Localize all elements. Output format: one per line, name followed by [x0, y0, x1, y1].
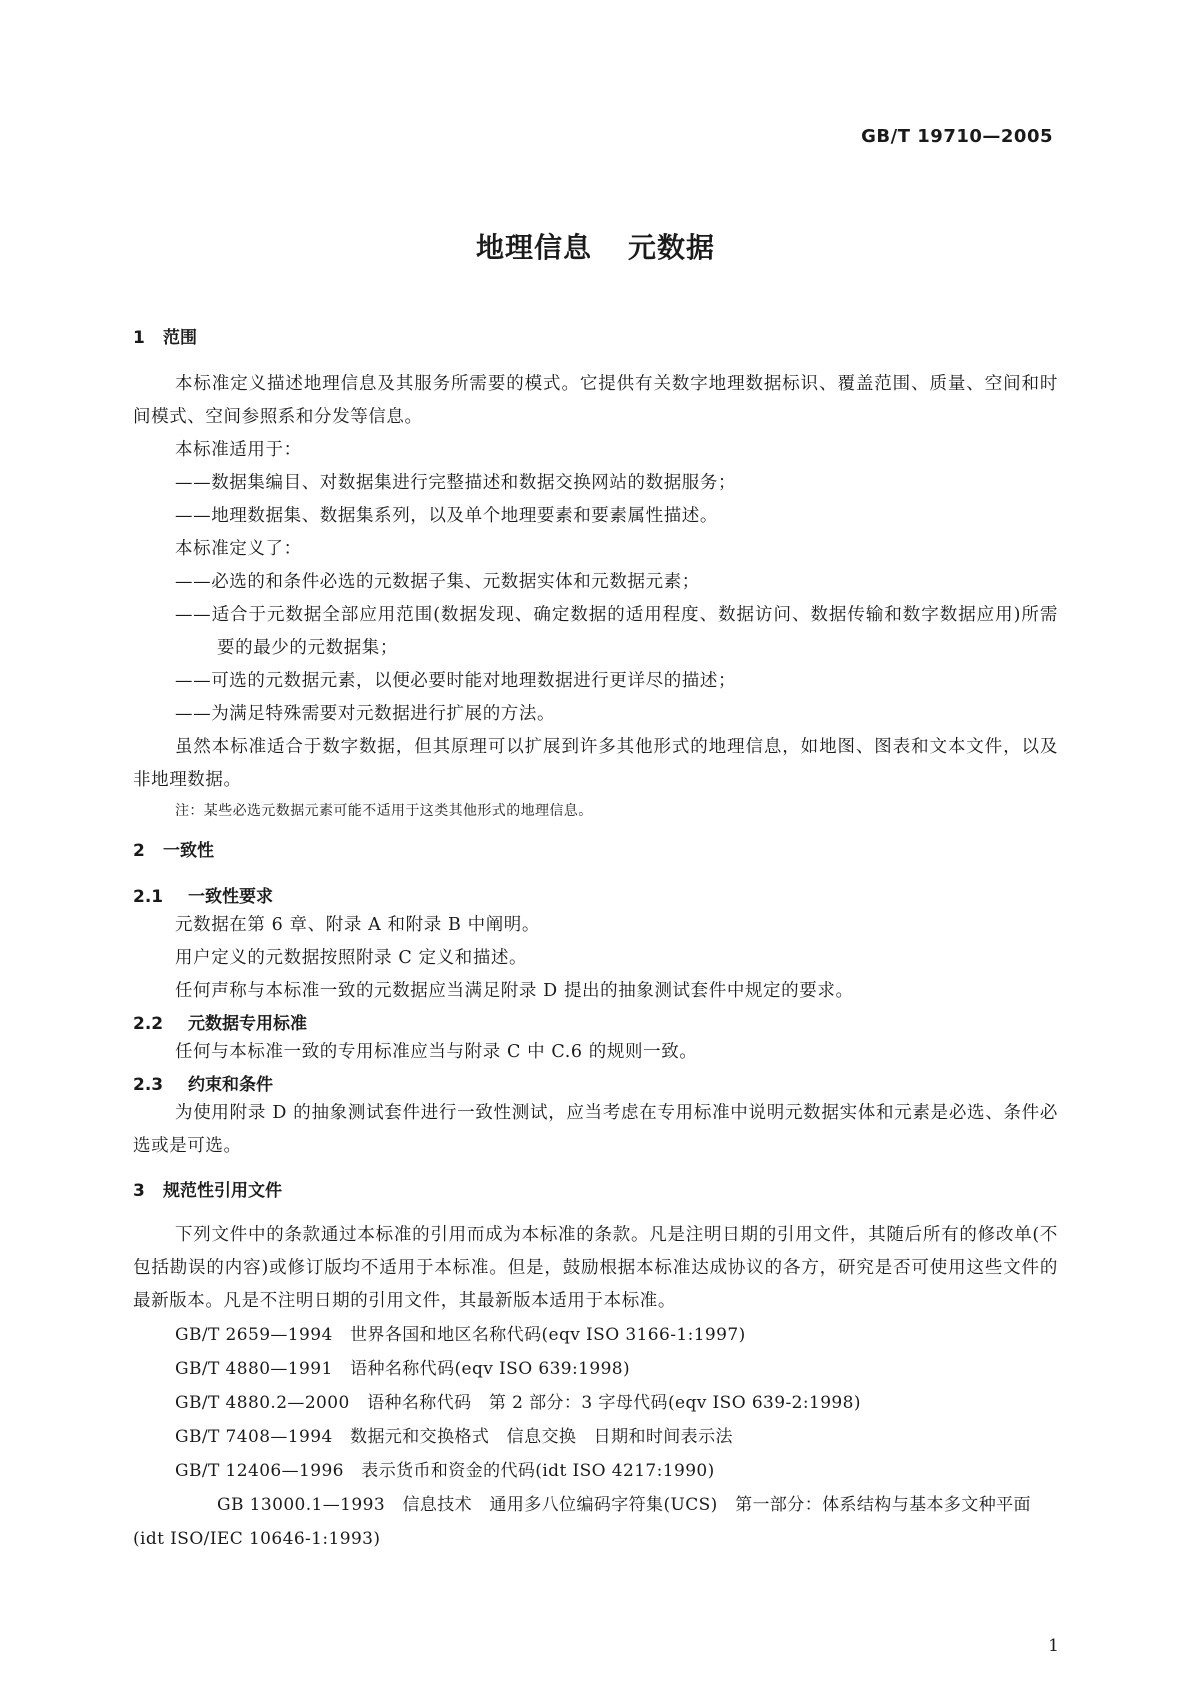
subsection-heading: [133, 1073, 1058, 1097]
paragraph: 本标准适用于：: [175, 440, 302, 460]
section-number: 1: [133, 328, 145, 348]
subsection-number: 2.1: [133, 887, 164, 907]
reference-code: GB/T 7408—1994: [175, 1427, 333, 1447]
section-heading: [133, 326, 1058, 350]
reference-item: [133, 1386, 1058, 1420]
paragraph: 任何与本标准一致的专用标准应当与附录 C 中 C.6 的规则一致。: [175, 1042, 698, 1062]
paragraph: 本标准定义了：: [175, 539, 302, 559]
reference-item: [133, 1318, 1058, 1352]
section-title: 范围: [163, 328, 197, 348]
standard-code: GB/T 19710—2005: [861, 126, 1053, 147]
reference-title: 表示货币和资金的代码(idt ISO 4217:1990): [361, 1461, 715, 1481]
section-number: 3: [133, 1181, 145, 1201]
subsection-number: 2.2: [133, 1014, 164, 1034]
section-title: 规范性引用文件: [163, 1181, 282, 1201]
paragraph: 元数据在第 6 章、附录 A 和附录 B 中阐明。: [175, 915, 541, 935]
subsection-title: 元数据专用标准: [188, 1014, 307, 1034]
reference-item: [133, 1454, 1058, 1488]
reference-code: GB 13000.1—1993: [217, 1495, 386, 1515]
title-part1: 地理信息: [475, 231, 592, 264]
paragraph: 虽然本标准适合于数字数据，但其原理可以扩展到许多其他形式的地理信息，如地图、图表和文本文件，以及非地理数据。: [133, 737, 1058, 790]
list-item: ——必选的和条件必选的元数据子集、元数据实体和元数据元素；: [175, 572, 700, 592]
reference-title: 数据元和交换格式 信息交换 日期和时间表示法: [350, 1427, 733, 1447]
list-item: ——可选的元数据元素，以便必要时能对地理数据进行更详尽的描述；: [175, 671, 737, 691]
reference-code: GB/T 4880—1991: [175, 1359, 333, 1379]
reference-code: GB/T 12406—1996: [175, 1461, 344, 1481]
reference-title: 语种名称代码(eqv ISO 639:1998): [350, 1359, 631, 1379]
section-heading: [133, 1179, 1058, 1203]
section-title: 一致性: [163, 841, 214, 861]
section-number: 2: [133, 841, 145, 861]
reference-item: [133, 1488, 1058, 1556]
paragraph: 用户定义的元数据按照附录 C 定义和描述。: [175, 948, 528, 968]
subsection-number: 2.3: [133, 1075, 164, 1095]
subsection-heading: [133, 885, 1058, 909]
reference-title: 世界各国和地区名称代码(eqv ISO 3166-1:1997): [350, 1325, 746, 1345]
paragraph: 任何声称与本标准一致的元数据应当满足附录 D 提出的抽象测试套件中规定的要求。: [175, 981, 854, 1001]
list-item: ——数据集编目、对数据集进行完整描述和数据交换网站的数据服务；: [175, 473, 737, 493]
list-item: ——为满足特殊需要对元数据进行扩展的方法。: [175, 704, 556, 724]
page-number: 1: [1048, 1636, 1059, 1656]
reference-title: 语种名称代码 第 2 部分：3 字母代码(eqv ISO 639-2:1998): [367, 1393, 861, 1413]
paragraph: 下列文件中的条款通过本标准的引用而成为本标准的条款。凡是注明日期的引用文件，其随后所有的修改单(不包括勘误的内容)或修订版均不适用于本标准。但是，鼓励根据本标准达成协议的各方，研究是否可使用这些文件的最新版本。凡是不注明日期的引用文件，其最新版本适用于本标准。: [133, 1225, 1058, 1311]
reference-title: 信息技术 通用多八位编码字符集(UCS) 第一部分：体系结构与基本多文种平面(idt ISO/IEC 10646-1:1993): [133, 1495, 1031, 1549]
list-item: ——地理数据集、数据集系列，以及单个地理要素和要素属性描述。: [175, 506, 718, 526]
paragraph: 为使用附录 D 的抽象测试套件进行一致性测试，应当考虑在专用标准中说明元数据实体和元素是必选、条件必选或是可选。: [133, 1103, 1058, 1156]
reference-item: [133, 1420, 1058, 1454]
paragraph: 本标准定义描述地理信息及其服务所需要的模式。它提供有关数字地理数据标识、覆盖范围、质量、空间和时间模式、空间参照系和分发等信息。: [133, 374, 1058, 427]
reference-item: [133, 1352, 1058, 1386]
reference-code: GB/T 4880.2—2000: [175, 1393, 350, 1413]
note: 注：某些必选元数据元素可能不适用于这类其他形式的地理信息。: [175, 803, 593, 819]
document-title: [0, 226, 1191, 266]
section-heading: [133, 839, 1058, 863]
title-part2: 元数据: [628, 231, 716, 264]
list-item: ——适合于元数据全部应用范围(数据发现、确定数据的适用程度、数据访问、数据传输和数字数据应用)所需要的最少的元数据集；: [175, 605, 1058, 658]
reference-code: GB/T 2659—1994: [175, 1325, 333, 1345]
document-body: [133, 326, 1058, 1556]
subsection-title: 一致性要求: [188, 887, 273, 907]
subsection-title: 约束和条件: [188, 1075, 273, 1095]
subsection-heading: [133, 1012, 1058, 1036]
